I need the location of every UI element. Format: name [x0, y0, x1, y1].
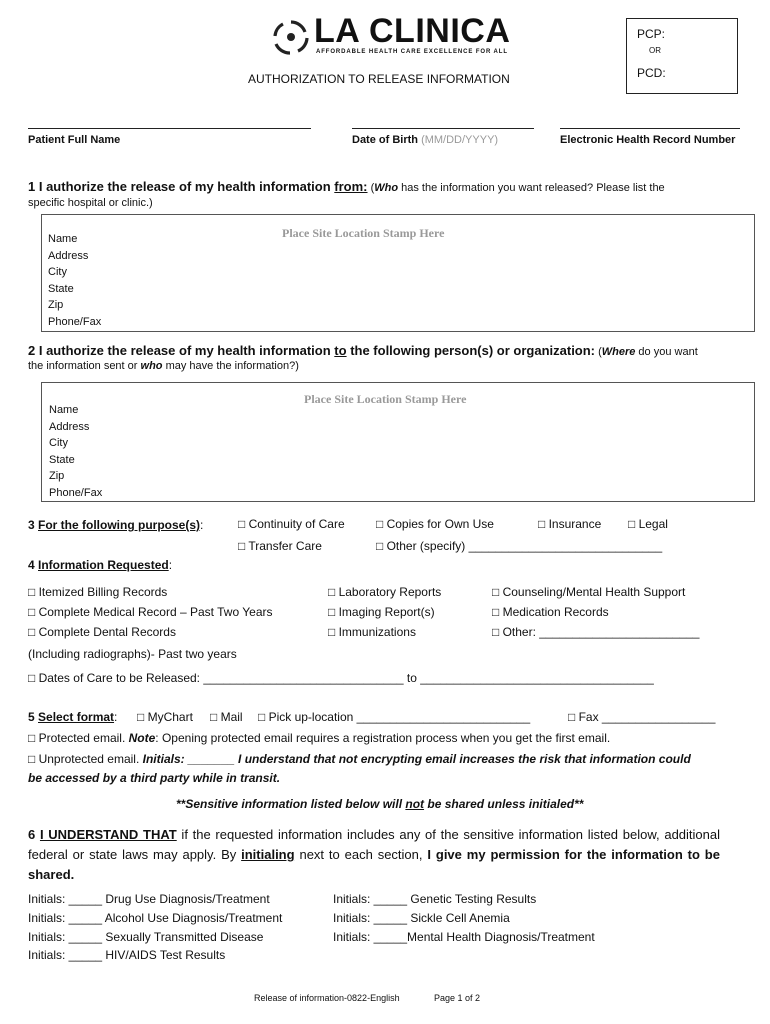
- section6-line3: information to be shared.: [28, 847, 720, 882]
- dob-label-wrap: [352, 134, 498, 146]
- or-label: OR: [649, 46, 661, 55]
- section3-heading: [28, 518, 203, 532]
- purpose-transfer-checkbox[interactable]: □ Transfer Care: [238, 539, 322, 553]
- section4-number: 4: [28, 558, 39, 572]
- section1-fields: [48, 231, 101, 330]
- info-laboratory-checkbox[interactable]: □ Laboratory Reports: [328, 585, 442, 599]
- section2-line2-a: the information sent or: [28, 360, 141, 372]
- sensitive-b: be shared unless initialed**: [424, 797, 584, 811]
- info-complete-medical-checkbox[interactable]: □ Complete Medical Record – Past Two Years: [28, 605, 273, 619]
- patient-name-label: Patient Full Name: [28, 134, 121, 146]
- section5-title: Select format: [38, 710, 115, 724]
- ehr-line[interactable]: [560, 128, 740, 129]
- unprotected-initials: Initials: _______: [142, 752, 235, 766]
- field-state: State: [49, 453, 75, 466]
- protected-email-text: : Opening protected email requires a registration process when you get the first email.: [155, 731, 611, 745]
- section6-line2-a: additional federal or state laws may apply. By: [28, 827, 720, 862]
- field-zip: Zip: [49, 470, 65, 482]
- section1-box[interactable]: [41, 214, 755, 332]
- section2-rest-bold: the following person(s) or organization:: [346, 343, 596, 358]
- section4-title: Information Requested: [38, 558, 169, 572]
- section1-heading: [28, 178, 748, 196]
- dob-line[interactable]: [352, 128, 534, 129]
- info-imaging-checkbox[interactable]: □ Imaging Report(s): [328, 605, 435, 619]
- field-address: Address: [48, 249, 89, 262]
- section6-line2-b: next to each section,: [294, 847, 428, 862]
- info-immunizations-checkbox[interactable]: □ Immunizations: [328, 625, 416, 639]
- initials-sickle-cell[interactable]: Initials: _____ Sickle Cell Anemia: [333, 911, 510, 925]
- footer-doc-id: Release of information-0822-English: [254, 993, 400, 1003]
- format-protected-email[interactable]: [28, 731, 610, 745]
- unprotected-email-label: □ Unprotected email.: [28, 752, 143, 766]
- protected-email-note: Note: [128, 731, 156, 745]
- logo-tagline: AFFORDABLE HEALTH CARE EXCELLENCE FOR ALL: [316, 49, 508, 55]
- section3-colon: :: [200, 518, 204, 532]
- sensitive-notice: [176, 797, 583, 811]
- dob-label: Date of Birth: [352, 134, 418, 146]
- field-address: Address: [49, 420, 90, 433]
- section2-heading: [28, 342, 758, 360]
- section3-number: 3: [28, 518, 39, 532]
- initials-mental-health[interactable]: Initials: _____Mental Health Diagnosis/Treatment: [333, 930, 595, 944]
- section1-stamp: Place Site Location Stamp Here: [282, 226, 445, 240]
- field-city: City: [48, 266, 67, 278]
- field-city: City: [49, 437, 68, 449]
- field-name: Name: [49, 404, 79, 416]
- purpose-legal-checkbox[interactable]: □ Legal: [628, 517, 668, 531]
- section1-line2: specific hospital or clinic.): [28, 197, 153, 209]
- field-phone-fax: Phone/Fax: [49, 486, 103, 499]
- section2-paren: (: [595, 346, 602, 358]
- purpose-continuity-checkbox[interactable]: □ Continuity of Care: [238, 517, 345, 531]
- pcd-label: PCD:: [637, 66, 666, 80]
- section2-who: who: [140, 360, 163, 372]
- info-dental-note: (Including radiographs)- Past two years: [28, 647, 237, 661]
- format-unprotected-email[interactable]: [28, 752, 691, 766]
- section2-line2-b: may have the information?): [162, 360, 299, 372]
- ehr-label: Electronic Health Record Number: [560, 134, 736, 146]
- purpose-other-checkbox[interactable]: □ Other (specify) _____________________________: [376, 539, 663, 553]
- section1-paren: (: [367, 182, 375, 194]
- initials-std[interactable]: Initials: _____ Sexually Transmitted Disease: [28, 930, 264, 944]
- section3-title: For the following purpose(s): [38, 518, 201, 532]
- initials-alcohol-use[interactable]: Initials: _____ Alcohol Use Diagnosis/Treatment: [28, 911, 283, 925]
- purpose-insurance-checkbox[interactable]: □ Insurance: [538, 517, 602, 531]
- section6-title: I UNDERSTAND THAT: [39, 827, 177, 842]
- field-state: State: [48, 282, 74, 295]
- section2-where: Where: [601, 346, 636, 358]
- initials-hiv-aids[interactable]: Initials: _____ HIV/AIDS Test Results: [28, 948, 226, 962]
- format-pickup-checkbox[interactable]: □ Pick up-location __________________________: [258, 710, 531, 724]
- section6-paragraph: [28, 825, 720, 885]
- section6-permission: I give my permission for the: [427, 847, 607, 862]
- pcp-box: [626, 18, 738, 94]
- section2-box[interactable]: [41, 382, 755, 502]
- form-title: AUTHORIZATION TO RELEASE INFORMATION: [248, 72, 510, 86]
- section2-line2: [28, 360, 299, 372]
- section5-heading: [28, 710, 117, 724]
- field-phone-fax: Phone/Fax: [48, 315, 102, 328]
- section4-heading: [28, 558, 172, 572]
- section6-text-a: if the requested information includes any of the sensitive information listed below,: [176, 827, 660, 842]
- info-complete-dental-checkbox[interactable]: □ Complete Dental Records: [28, 625, 176, 639]
- dates-of-care-checkbox[interactable]: □ Dates of Care to be Released: ______________________________ to ___________________________________: [28, 671, 654, 685]
- info-other-checkbox[interactable]: □ Other: ________________________: [492, 625, 700, 639]
- unprotected-email-line2: be accessed by a third party while in transit.: [28, 771, 281, 785]
- field-zip: Zip: [48, 299, 64, 311]
- section4-colon: :: [168, 558, 173, 572]
- dob-format: (MM/DD/YYYY): [421, 134, 499, 146]
- section1-who: Who: [374, 182, 399, 194]
- initials-genetic[interactable]: Initials: _____ Genetic Testing Results: [333, 892, 537, 906]
- patient-name-line[interactable]: [28, 128, 311, 129]
- format-fax-checkbox[interactable]: □ Fax _________________: [568, 710, 716, 724]
- section2-rest: do you want: [635, 346, 698, 358]
- sensitive-not: not: [405, 797, 425, 811]
- section1-lead: 1 I authorize the release of my health information: [28, 179, 335, 194]
- pcp-label: PCP:: [637, 27, 666, 41]
- section6-number: 6: [28, 827, 40, 842]
- info-itemized-billing-checkbox[interactable]: □ Itemized Billing Records: [28, 585, 168, 599]
- section5-colon: :: [114, 710, 118, 724]
- footer-page-number: Page 1 of 2: [434, 993, 481, 1003]
- info-counseling-checkbox[interactable]: □ Counseling/Mental Health Support: [492, 585, 686, 599]
- section2-fields: [49, 402, 102, 501]
- purpose-copies-checkbox[interactable]: □ Copies for Own Use: [376, 517, 494, 531]
- sensitive-a: **Sensitive information listed below will: [176, 797, 406, 811]
- section1-from: from:: [334, 179, 368, 194]
- info-medication-checkbox[interactable]: □ Medication Records: [492, 605, 609, 619]
- section6-initialing: initialing: [241, 847, 295, 862]
- format-mychart-checkbox[interactable]: □ MyChart: [137, 710, 193, 724]
- logo-text: LA CLINICA: [314, 12, 511, 50]
- section2-to: to: [334, 343, 347, 358]
- initials-drug-use[interactable]: Initials: _____ Drug Use Diagnosis/Treatment: [28, 892, 270, 906]
- protected-email-label: □ Protected email.: [28, 731, 129, 745]
- field-name: Name: [48, 233, 78, 245]
- section1-rest: has the information you want released? Please list the: [398, 182, 665, 194]
- logo-icon: [270, 18, 312, 56]
- format-mail-checkbox[interactable]: □ Mail: [210, 710, 243, 724]
- section2-lead: 2 I authorize the release of my health information: [28, 343, 335, 358]
- unprotected-email-text: I understand that not encrypting email increases the risk that information could: [234, 752, 691, 766]
- section2-stamp: Place Site Location Stamp Here: [304, 392, 467, 406]
- section5-number: 5: [28, 710, 39, 724]
